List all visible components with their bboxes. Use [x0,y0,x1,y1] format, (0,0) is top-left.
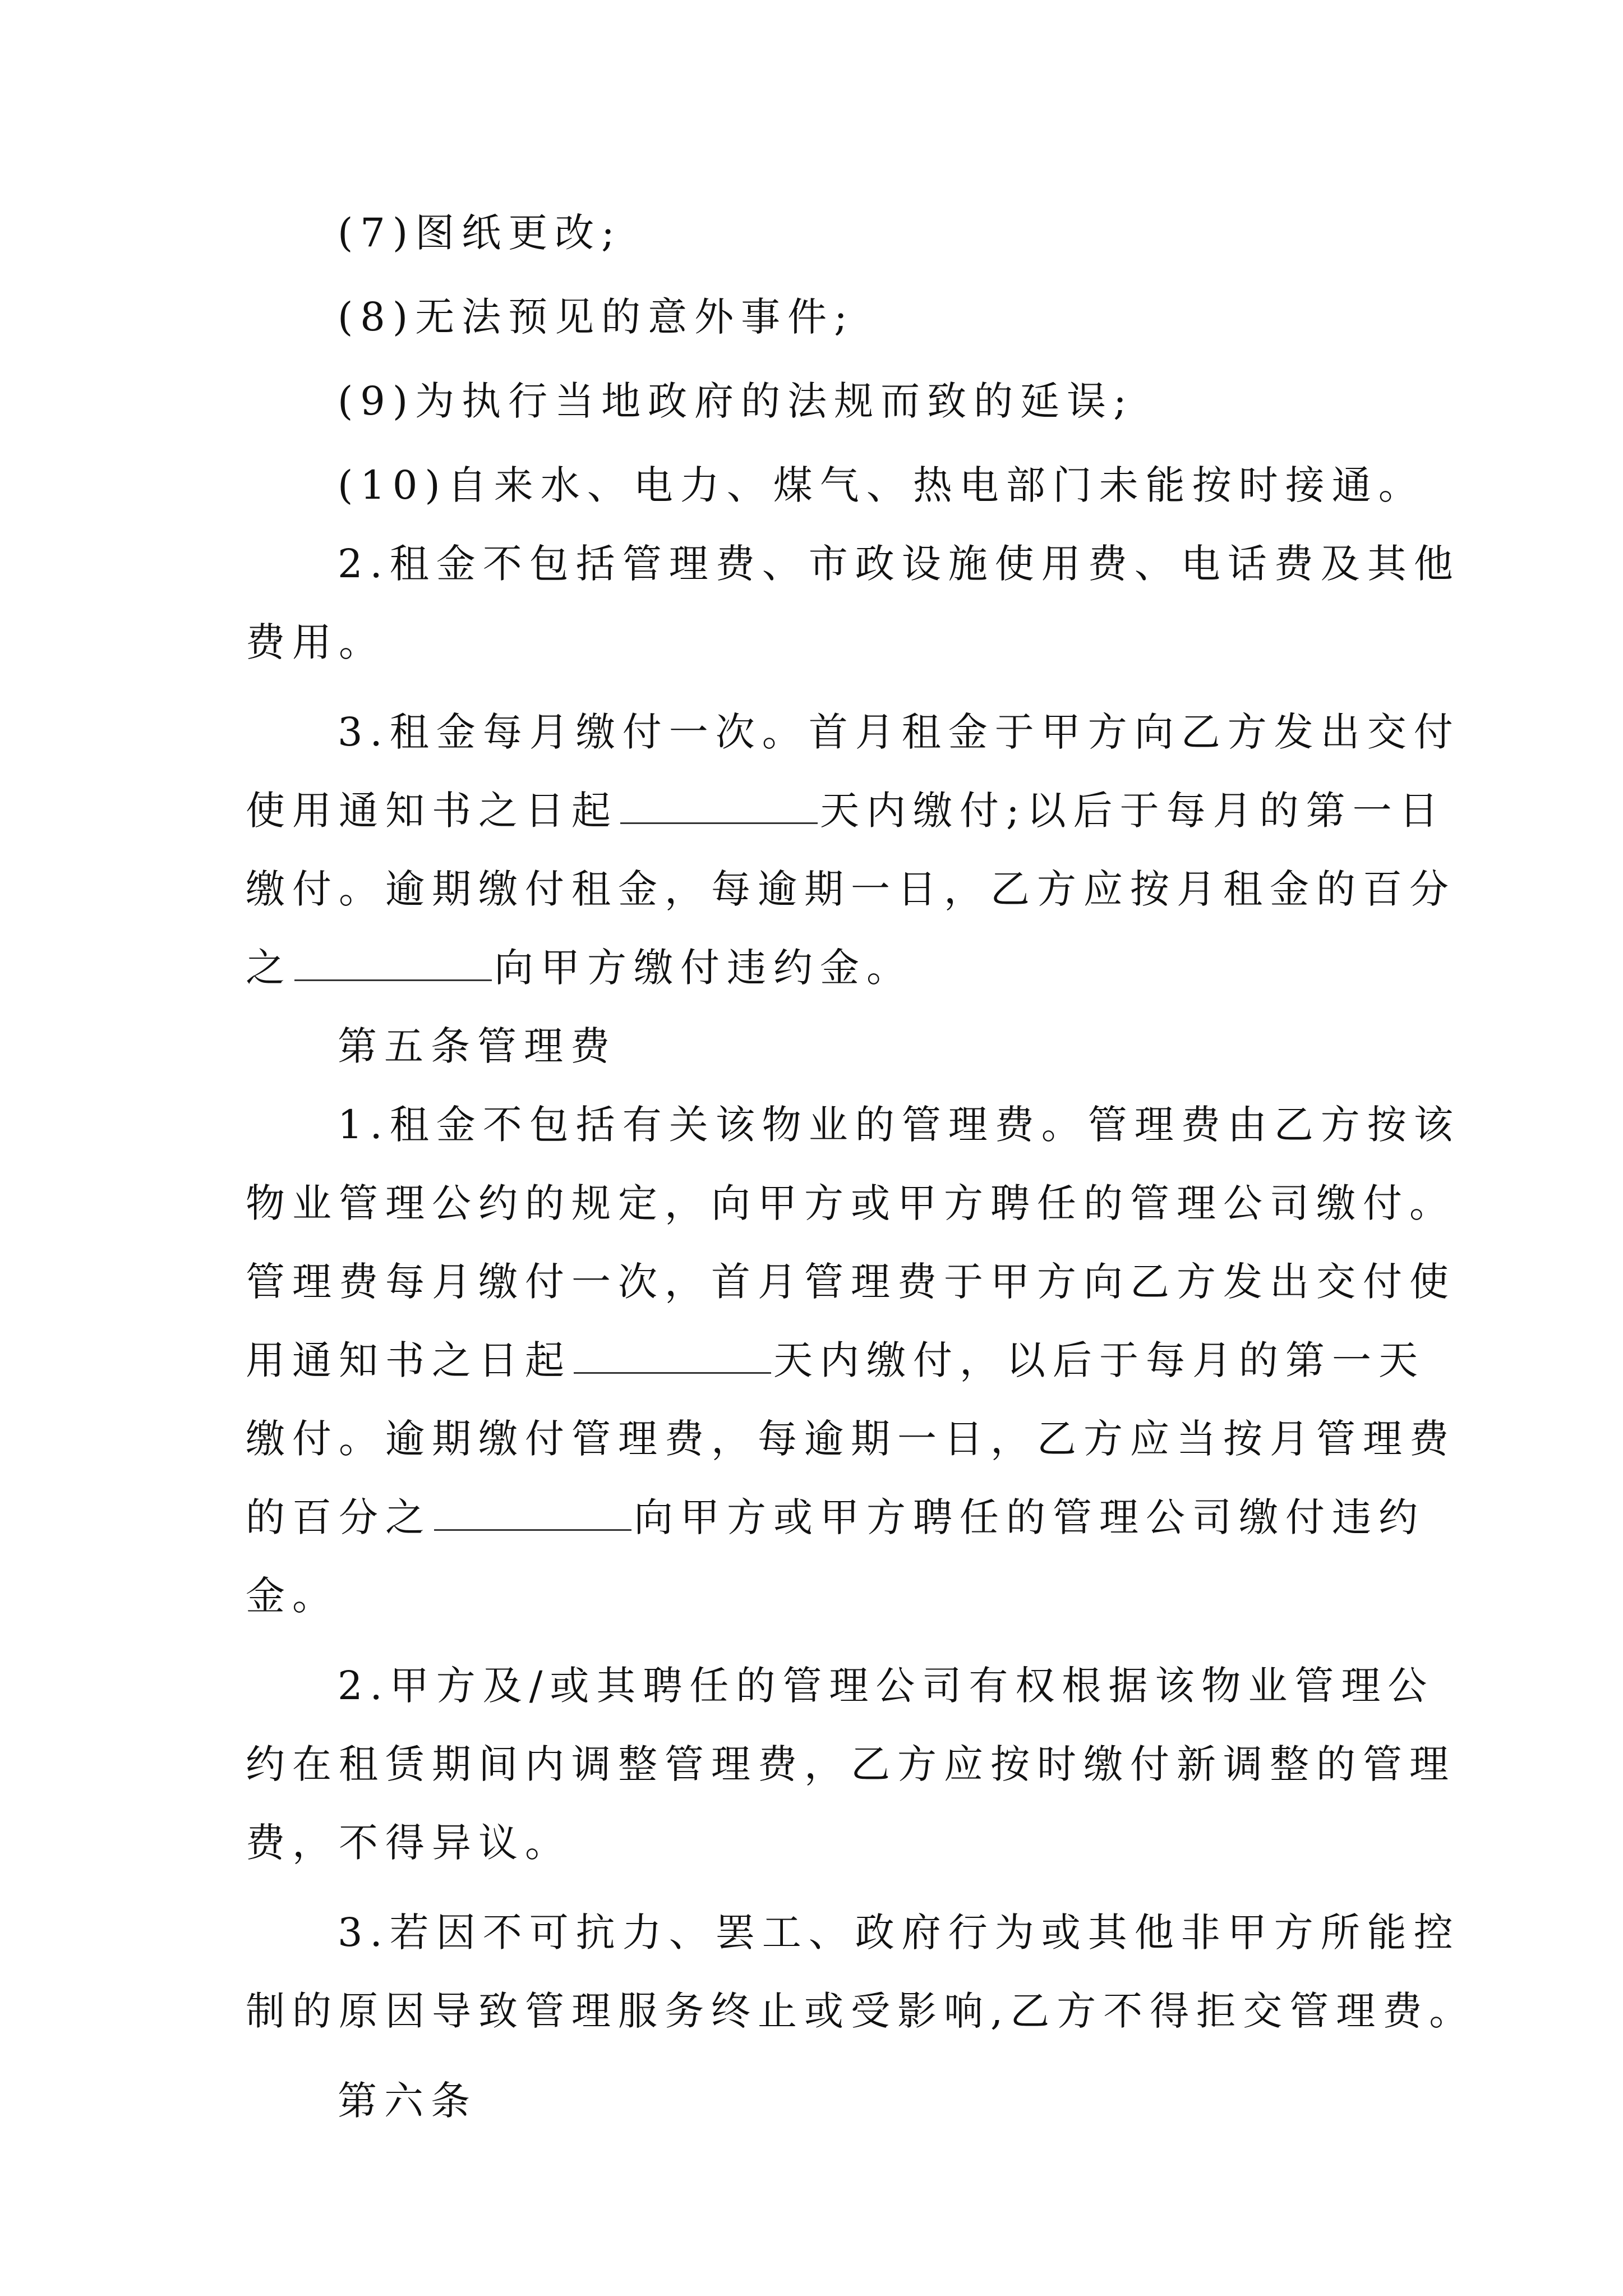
fee-adjustment-line-3: 费，不得异议。 [246,1820,571,1866]
rent-payment-line-4-b: 向甲方缴付违约金。 [494,945,913,991]
fee-adjustment-line-1: 2.甲方及/或其聘任的管理公司有权根据该物业管理公 [338,1663,1435,1709]
management-fee-line-7: 金。 [246,1573,339,1619]
list-item-7: (7)图纸更改; [338,210,622,256]
rent-payment-line-1: 3.租金每月缴付一次。首月租金于甲方向乙方发出交付 [338,709,1460,755]
management-fee-line-3: 管理费每月缴付一次，首月管理费于甲方向乙方发出交付使 [246,1259,1456,1305]
rent-payment-line-2-b: 天内缴付;以后于每月的第一日 [820,788,1446,834]
list-item-10: (10)自来水、电力、煤气、热电部门未能按时接通。 [338,462,1425,508]
rent-payment-line-4-a: 之 [246,945,292,991]
management-fee-line-6-b: 向甲方或甲方聘任的管理公司缴付违约 [634,1494,1425,1540]
management-fee-line-4-a: 用通知书之日起 [246,1337,571,1383]
article-5-title: 第五条管理费 [338,1023,617,1069]
management-fee-line-2: 物业管理公约的规定，向甲方或甲方聘任的管理公司缴付。 [246,1180,1456,1226]
management-fee-days-blank [574,1333,771,1374]
management-fee-line-5: 缴付。逾期缴付管理费，每逾期一日，乙方应当按月管理费 [246,1416,1456,1462]
fee-adjustment-line-2: 约在租赁期间内调整管理费，乙方应按时缴付新调整的管理 [246,1741,1456,1787]
article-6-title: 第六条 [338,2078,477,2124]
management-fee-line-6 [246,1489,1425,1545]
rent-payment-line-4 [246,940,913,996]
management-fee-line-4 [246,1332,1425,1388]
rent-exclusions-line-2: 费用。 [246,619,385,665]
rent-exclusions-line-1: 2.租金不包括管理费、市政设施使用费、电话费及其他 [338,541,1460,587]
force-majeure-line-1: 3.若因不可抗力、罢工、政府行为或其他非甲方所能控 [338,1910,1460,1955]
management-fee-percent-blank [434,1490,631,1531]
management-fee-line-4-b: 天内缴付，以后于每月的第一天 [773,1337,1425,1383]
management-fee-line-1: 1.租金不包括有关该物业的管理费。管理费由乙方按该 [338,1102,1460,1148]
rent-payment-line-3: 缴付。逾期缴付租金，每逾期一日，乙方应按月租金的百分 [246,866,1456,912]
rent-payment-line-2 [246,783,1446,839]
management-fee-line-6-a: 的百分之 [246,1494,432,1540]
rent-payment-line-2-a: 使用通知书之日起 [246,788,618,834]
force-majeure-line-2: 制的原因导致管理服务终止或受影响,乙方不得拒交管理费。 [246,1988,1476,2034]
rent-penalty-percent-blank [294,940,492,981]
list-item-8: (8)无法预见的意外事件; [338,294,855,340]
rent-days-blank [620,783,818,824]
list-item-9: (9)为执行当地政府的法规而致的延误; [338,378,1134,424]
